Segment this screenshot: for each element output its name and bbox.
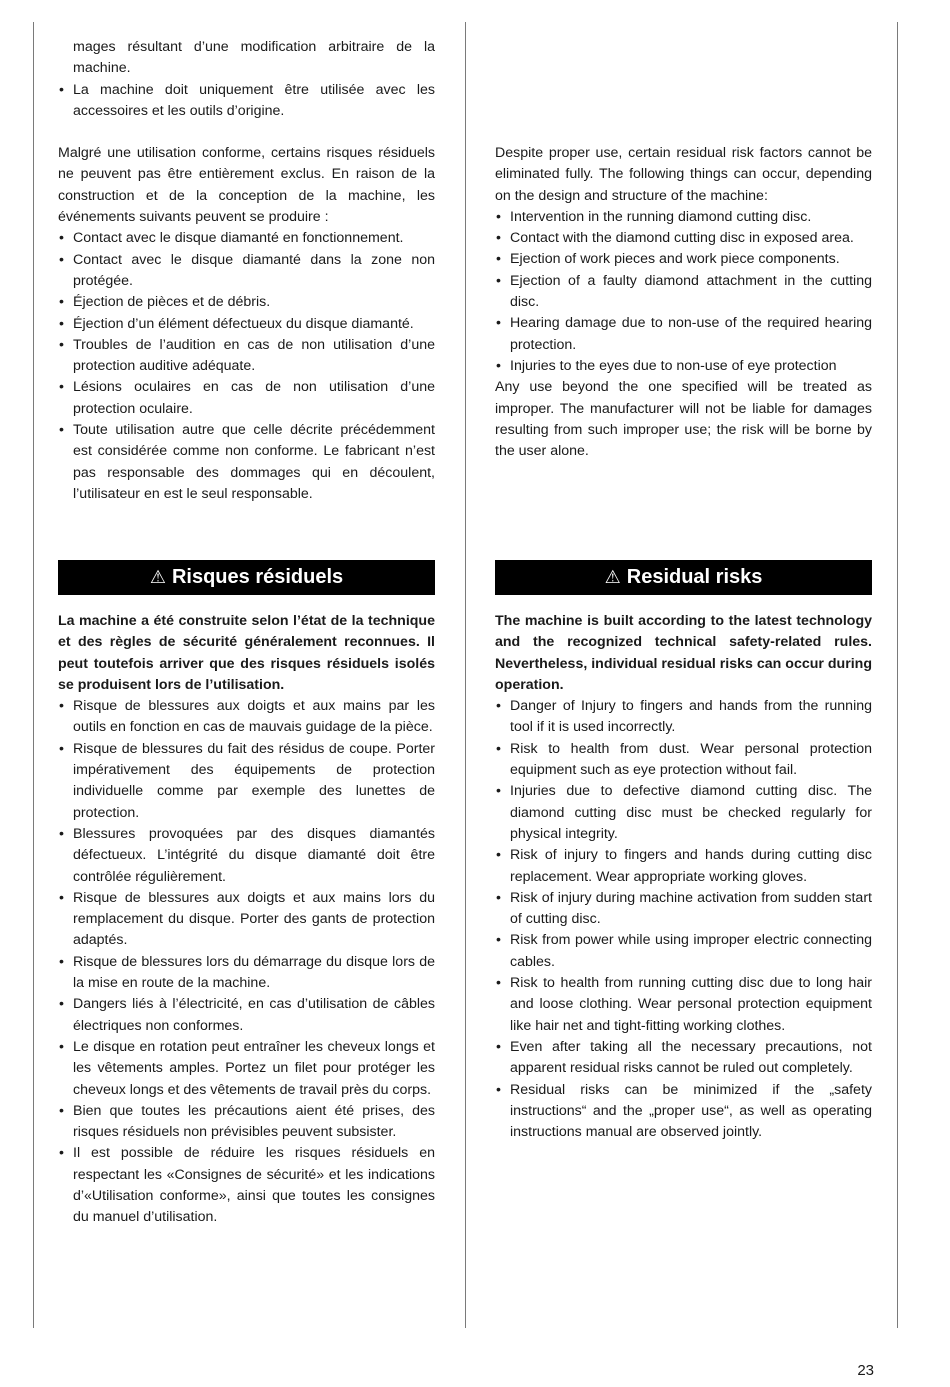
list-item: • Intervention in the running diamond cutting disc. [495, 207, 872, 228]
list-item: • Danger of Injury to fingers and hands from the running tool if it is used incorrectly. [495, 696, 872, 739]
list-item: • Troubles de l’audition en cas de non utilisation d’une protection auditive adéquate. [58, 335, 435, 378]
list-item: • Éjection de pièces et de débris. [58, 292, 435, 313]
en-risks-list [495, 696, 872, 1143]
fr-risks-section [58, 611, 435, 1229]
list-item: • Risque de blessures aux doigts et aux mains par les outils en fonction en cas de mauvais guidage de la pièce. [58, 696, 435, 739]
list-item: • Hearing damage due to non-use of the required hearing protection. [495, 313, 872, 356]
list-item: • Il est possible de réduire les risques résiduels en respectant les «Consignes de sécurité» et les indications d’«Utilisation conforme», ainsi que toutes les consignes du manuel d’utilisation. [58, 1143, 435, 1228]
right-margin-rule [897, 22, 898, 1328]
list-item: • Risque de blessures lors du démarrage du disque lors de la mise en route de la machine. [58, 952, 435, 995]
en-top-section [495, 143, 872, 462]
left-margin-rule [33, 22, 34, 1328]
center-divider-rule [465, 22, 466, 1328]
list-item: • Toute utilisation autre que celle décrite précédemment est considérée comme non conforme. Le fabricant n’est pas responsable des dommages qui en découlent, l’utilisateur en est le seul responsable. [58, 420, 435, 505]
en-top-list [495, 207, 872, 377]
list-item: • La machine doit uniquement être utilisée avec les accessoires et les outils d’origine. [58, 80, 435, 123]
fr-top-intro: Malgré une utilisation conforme, certains risques résiduels ne peuvent pas être entièrement exclus. En raison de la construction et de la conception de la machine, les événements suivants peuvent se produire : [58, 145, 435, 226]
list-item: • Bien que toutes les précautions aient été prises, des risques résiduels non prévisibles peuvent subsister. [58, 1101, 435, 1144]
list-item: • Risk from power while using improper electric connecting cables. [495, 930, 872, 973]
list-item: • Ejection of work pieces and work piece components. [495, 249, 872, 270]
warning-icon: ⚠ [604, 567, 621, 587]
en-risks-section [495, 611, 872, 1143]
list-item: • Risk to health from dust. Wear personal protection equipment such as eye protection without fail. [495, 739, 872, 782]
list-item: • Ejection of a faulty diamond attachment in the cutting disc. [495, 271, 872, 314]
fr-section-title: Risques résiduels [171, 566, 344, 588]
list-item: • Contact avec le disque diamanté dans la zone non protégée. [58, 250, 435, 293]
list-item: • Risque de blessures aux doigts et aux mains lors du remplacement du disque. Porter des gants de protection adaptés. [58, 888, 435, 952]
fr-top-cont-list [58, 80, 435, 123]
fr-risks-list [58, 696, 435, 1228]
warning-icon: ⚠ [149, 567, 166, 587]
list-item: • Contact avec le disque diamanté en fonctionnement. [58, 228, 435, 249]
list-item: • Le disque en rotation peut entraîner les cheveux longs et les vêtements amples. Portez un filet pour protéger les cheveux longs et des vêtements de travail près du corps. [58, 1037, 435, 1101]
list-item: • Risque de blessures du fait des résidus de coupe. Porter impérativement des équipements de protection individuelle comme par exemple des lunettes de protection. [58, 739, 435, 824]
en-section-title: Residual risks [626, 566, 763, 588]
list-item: • Even after taking all the necessary precautions, not apparent residual risks cannot be ruled out completely. [495, 1037, 872, 1080]
en-top-intro: Despite proper use, certain residual risk factors cannot be eliminated fully. The following things can occur, depending on the design and structure of the machine: [495, 145, 872, 204]
en-section-header [495, 560, 872, 595]
en-risks-lead: The machine is built according to the latest technology and the recognized technical safety-related rules. Nevertheless, individual residual risks can occur during operation. [495, 613, 872, 693]
en-top-outro: Any use beyond the one specified will be treated as improper. The manufacturer will not be liable for damages resulting from such improper use; the risk will be borne by the user alone. [495, 379, 872, 460]
fr-top-list [58, 228, 435, 505]
fr-top-section [58, 37, 435, 505]
list-item: • Injuries due to defective diamond cutting disc. The diamond cutting disc must be checked regularly for physical integrity. [495, 781, 872, 845]
page-number: 23 [857, 1362, 874, 1379]
fr-section-header [58, 560, 435, 595]
list-item: • Dangers liés à l’électricité, en cas d’utilisation de câbles électriques non conformes. [58, 994, 435, 1037]
fr-risks-lead: La machine a été construite selon l’état de la technique et des règles de sécurité généralement reconnues. Il peut toutefois arriver que des risques résiduels isolés se produisent lors de l’utilisation. [58, 613, 435, 693]
list-item: • Contact with the diamond cutting disc in exposed area. [495, 228, 872, 249]
list-item: • Residual risks can be minimized if the „safety instructions“ and the „proper use“, as well as operating instructions manual are observed jointly. [495, 1080, 872, 1144]
list-item: • Injuries to the eyes due to non-use of eye protection [495, 356, 872, 377]
list-item: • Éjection d’un élément défectueux du disque diamanté. [58, 314, 435, 335]
list-item: • Blessures provoquées par des disques diamantés défectueux. L’intégrité du disque diamanté doit être contrôlée régulièrement. [58, 824, 435, 888]
fr-top-cont-text: mages résultant d’une modification arbitraire de la machine. [73, 39, 435, 77]
list-item: • Lésions oculaires en cas de non utilisation d’une protection oculaire. [58, 377, 435, 420]
list-item: • Risk of injury to fingers and hands during cutting disc replacement. Wear appropriate working gloves. [495, 845, 872, 888]
list-item: • Risk of injury during machine activation from sudden start of cutting disc. [495, 888, 872, 931]
list-item: • Risk to health from running cutting disc due to long hair and loose clothing. Wear personal protection equipment like hair net and tight-fitting working clothes. [495, 973, 872, 1037]
